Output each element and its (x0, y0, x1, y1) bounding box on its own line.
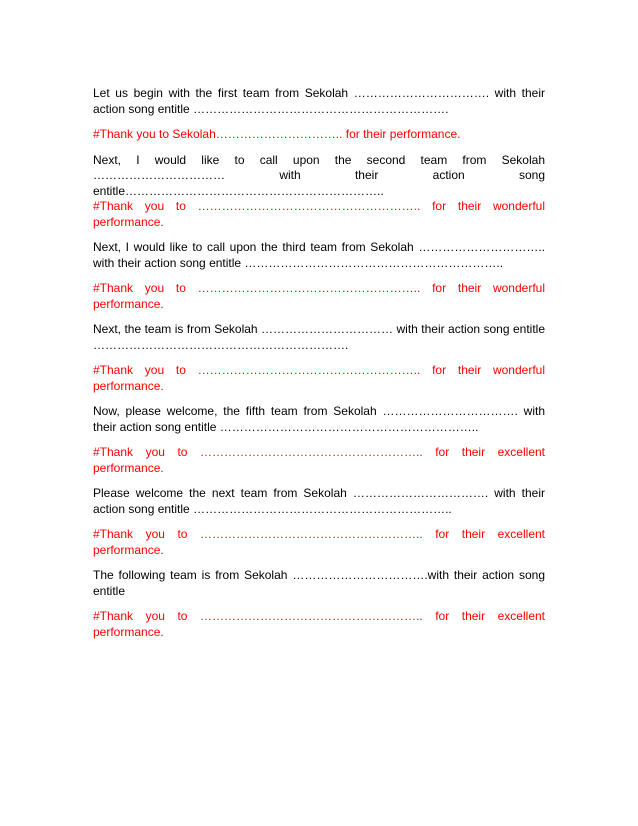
paragraph-team-3-intro: Next, I would like to call upon the third team from Sekolah ………………………….. with their action song entitle ……………………………………………………….. (93, 240, 545, 270)
paragraph-team-2-intro: Next, I would like to call upon the second team from Sekolah …………………………… with their action song entitle……………………………………………………….. (93, 152, 545, 198)
paragraph-team-5-thanks: #Thank you to ……………………………………………….. for their excellent performance. (93, 445, 545, 475)
paragraph-team-7-thanks: #Thank you to ……………………………………………….. for their excellent performance. (93, 609, 545, 639)
paragraph-team-3-thanks: #Thank you to ……………………………………………….. for their wonderful performance. (93, 281, 545, 311)
paragraph-team-2-thanks: #Thank you to ……………………………………………….. for their wonderful performance. (93, 199, 545, 229)
paragraph-team-4-thanks: #Thank you to ……………………………………………….. for their wonderful performance. (93, 363, 545, 393)
paragraph-team-5-intro: Now, please welcome, the fifth team from Sekolah ……………………………. with their action song entitle ……………………………………………………….. (93, 404, 545, 434)
document-body (93, 86, 545, 650)
paragraph-team-1-intro: Let us begin with the first team from Sekolah ……………………………. with their action song entitle ………………………………………………………. (93, 86, 545, 116)
paragraph-team-7-intro: The following team is from Sekolah …………………………….with their action song entitle (93, 568, 545, 598)
paragraph-team-6-thanks: #Thank you to ……………………………………………….. for their excellent performance. (93, 527, 545, 557)
paragraph-team-4-intro: Next, the team is from Sekolah …………………………… with their action song entitle ………………………………………………………. (93, 322, 545, 352)
paragraph-team-6-intro: Please welcome the next team from Sekolah ……………………………. with their action song entitle ……………………………………………………….. (93, 486, 545, 516)
paragraph-team-1-thanks: #Thank you to Sekolah………………………….. for their performance. (93, 127, 461, 141)
